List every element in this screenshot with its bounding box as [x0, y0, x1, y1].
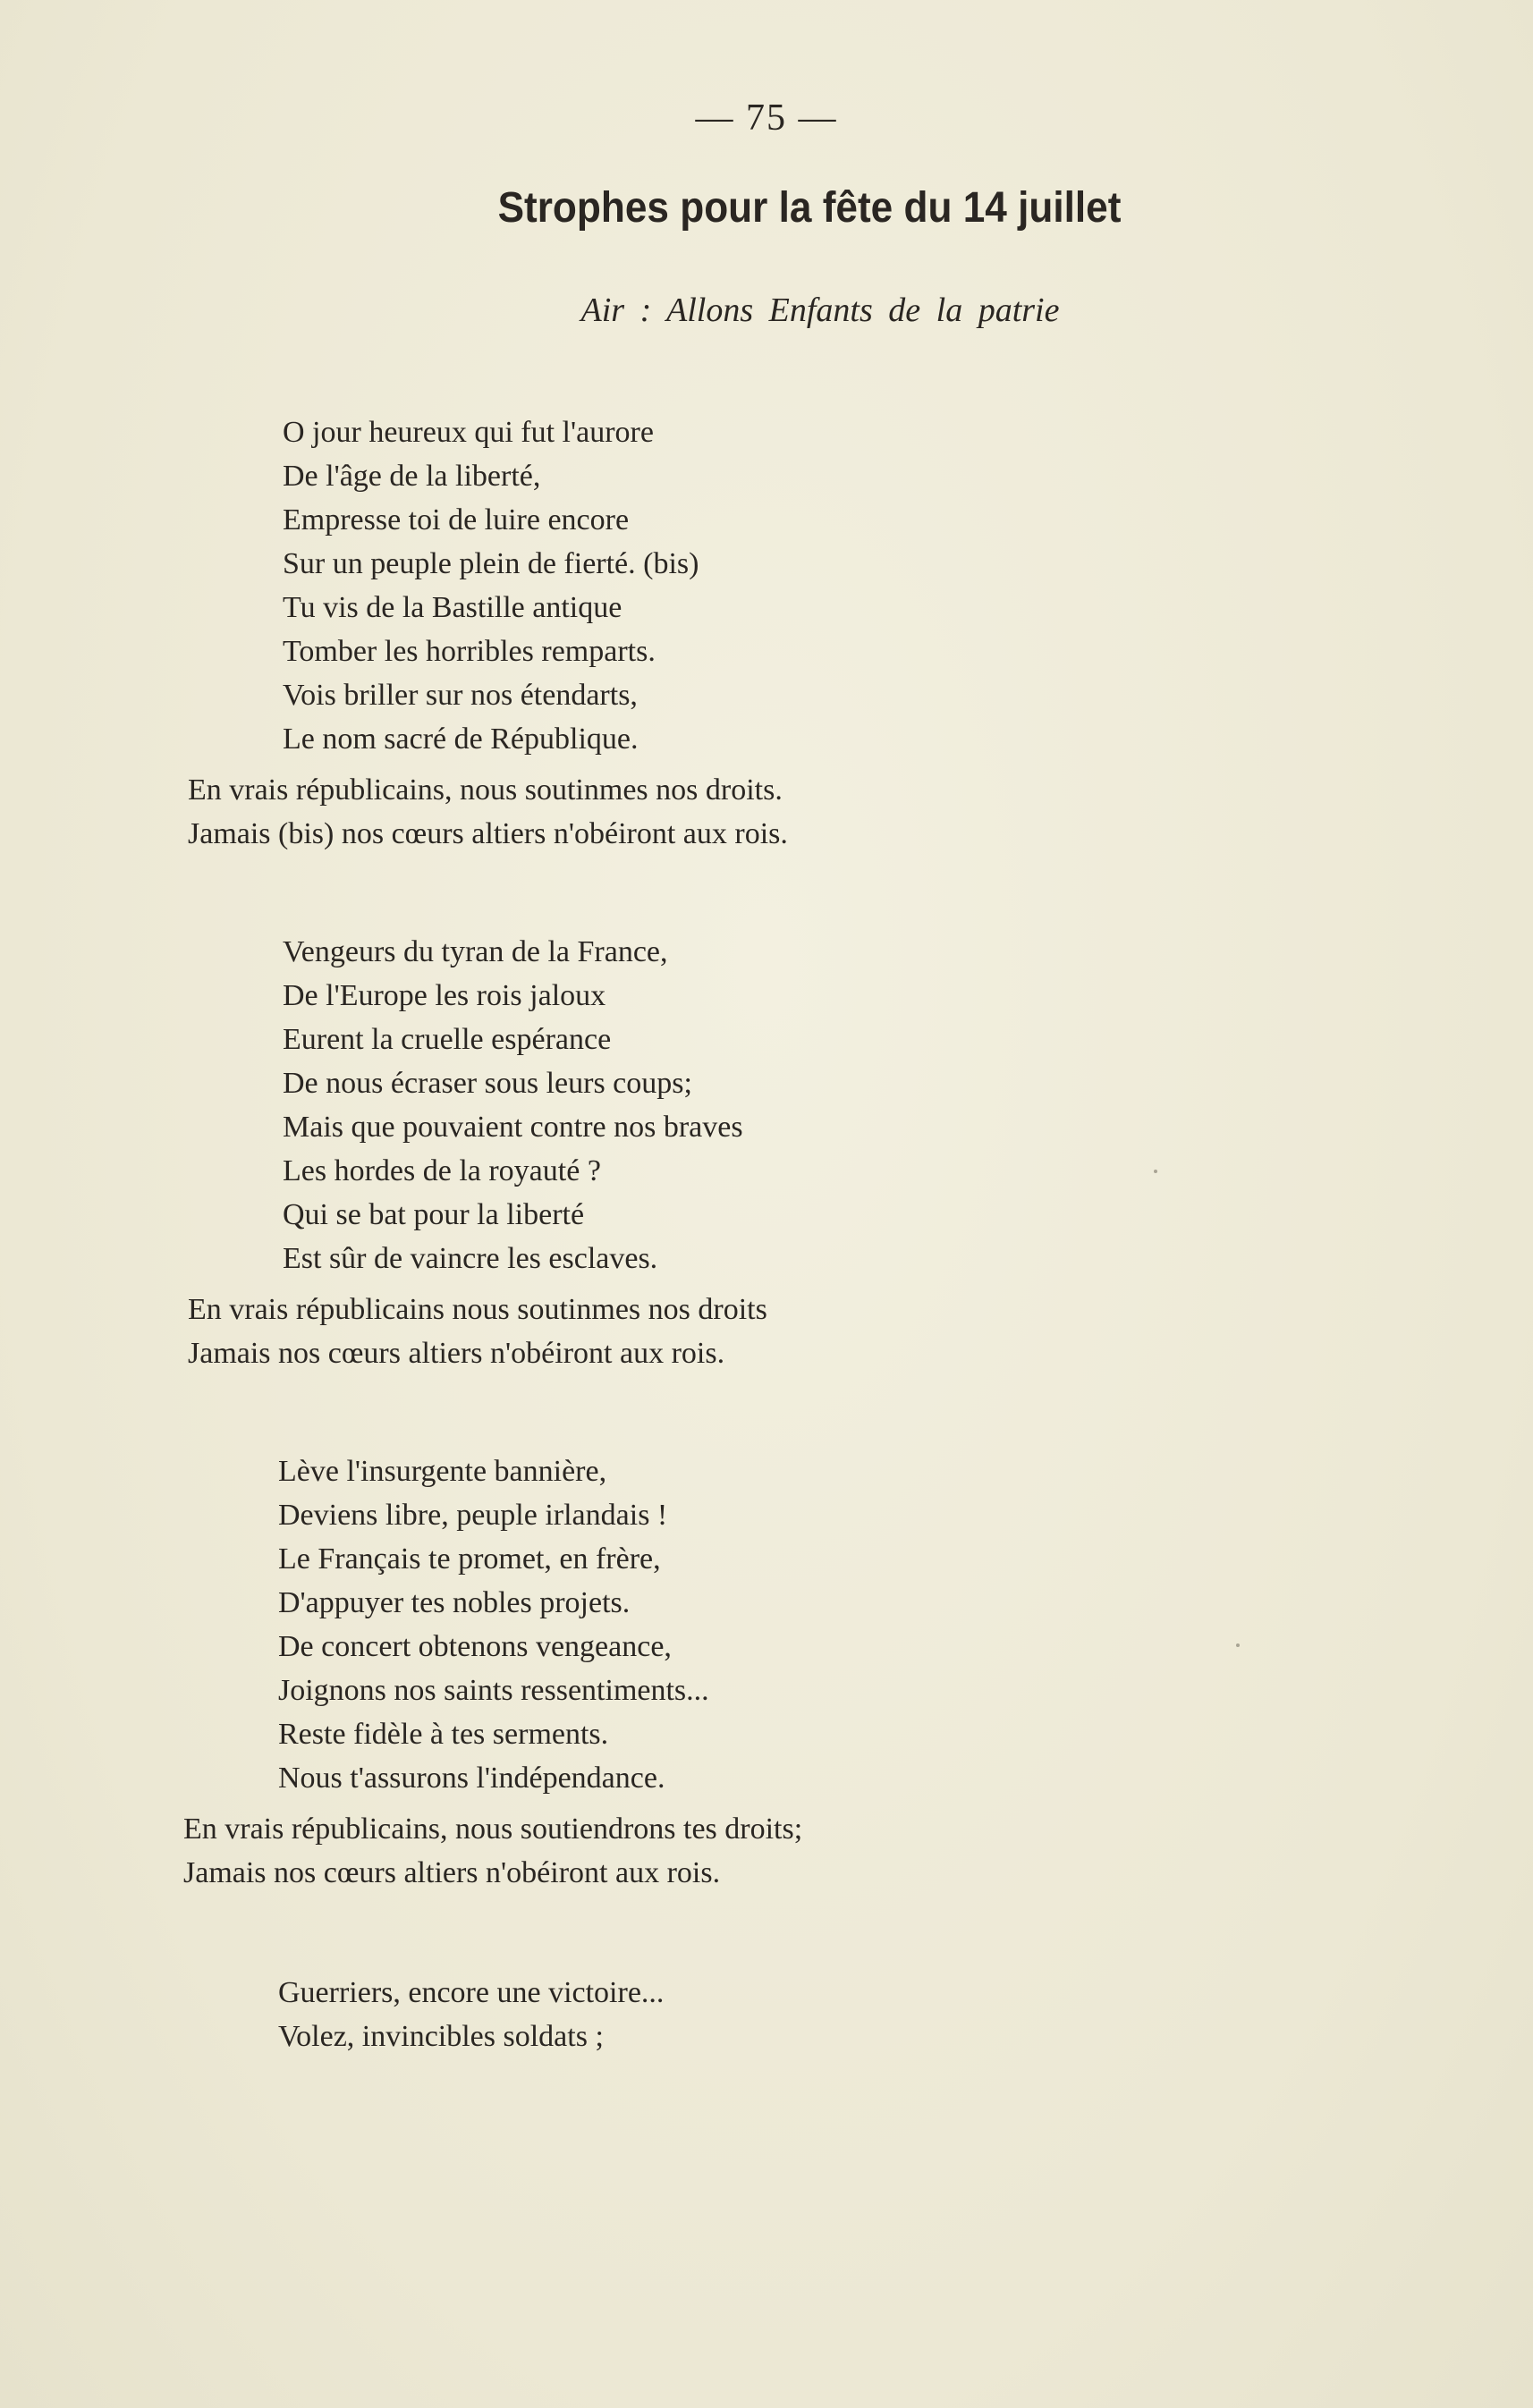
verse-line: D'appuyer tes nobles projets.	[278, 1586, 631, 1619]
stanza-4	[183, 1971, 664, 2058]
verse-line: Les hordes de la royauté ?	[283, 1154, 601, 1187]
verse-line: Qui se bat pour la liberté	[283, 1198, 585, 1231]
verse-line: De l'âge de la liberté,	[283, 460, 541, 493]
verse-line: Est sûr de vaincre les esclaves.	[283, 1242, 658, 1275]
verse-line: Volez, invincibles soldats ;	[278, 2020, 604, 2053]
refrain-line: En vrais républicains, nous soutinmes nos droits.	[188, 773, 783, 807]
verse-line: O jour heureux qui fut l'aurore	[283, 416, 654, 449]
verse-line: Mais que pouvaient contre nos braves	[283, 1111, 743, 1144]
verse-line: Empresse toi de luire encore	[283, 503, 630, 537]
verse-line: De concert obtenons vengeance,	[278, 1630, 672, 1663]
paper-speck	[1236, 1643, 1240, 1647]
verse-line: Tu vis de la Bastille antique	[283, 591, 623, 624]
refrain-line: Jamais nos cœurs altiers n'obéiront aux rois.	[188, 1337, 725, 1370]
verse-line: Sur un peuple plein de fierté. (bis)	[283, 547, 699, 580]
verse-line: Guerriers, encore une victoire...	[278, 1976, 665, 2009]
refrain	[183, 1807, 802, 1895]
page-number: — 75 —	[695, 97, 838, 139]
verse-line: Eurent la cruelle espérance	[283, 1023, 612, 1056]
verse-line: Joignons nos saints ressentiments...	[278, 1674, 709, 1707]
refrain	[188, 768, 788, 856]
verse-line: Le Français te promet, en frère,	[278, 1542, 661, 1576]
poem-subtitle: Air : Allons Enfants de la patrie	[580, 291, 1060, 329]
stanza-2	[188, 930, 767, 1375]
verse-line: Vois briller sur nos étendarts,	[283, 679, 638, 712]
verse-line: Reste fidèle à tes serments.	[278, 1718, 609, 1751]
stanza-1	[188, 410, 788, 856]
refrain-line: En vrais républicains nous soutinmes nos droits	[188, 1293, 767, 1326]
verse-line: Lève l'insurgente bannière,	[278, 1455, 607, 1488]
verse-line: Le nom sacré de République.	[283, 722, 639, 756]
paper-speck	[1154, 1170, 1157, 1173]
poem-title: Strophes pour la fête du 14 juillet	[497, 184, 1122, 232]
refrain	[188, 1288, 767, 1375]
verse-line: Vengeurs du tyran de la France,	[283, 935, 668, 968]
refrain-line: En vrais républicains, nous soutiendrons tes droits;	[183, 1812, 803, 1846]
verse-line: Tomber les horribles remparts.	[283, 635, 656, 668]
refrain-line: Jamais nos cœurs altiers n'obéiront aux rois.	[183, 1856, 721, 1889]
verse-line: Deviens libre, peuple irlandais !	[278, 1499, 668, 1532]
refrain-line: Jamais (bis) nos cœurs altiers n'obéiront aux rois.	[188, 817, 788, 850]
verse-line: De nous écraser sous leurs coups;	[283, 1067, 692, 1100]
verse-line: De l'Europe les rois jaloux	[283, 979, 606, 1012]
stanza-3	[183, 1449, 802, 1895]
verse-line: Nous t'assurons l'indépendance.	[278, 1762, 665, 1795]
